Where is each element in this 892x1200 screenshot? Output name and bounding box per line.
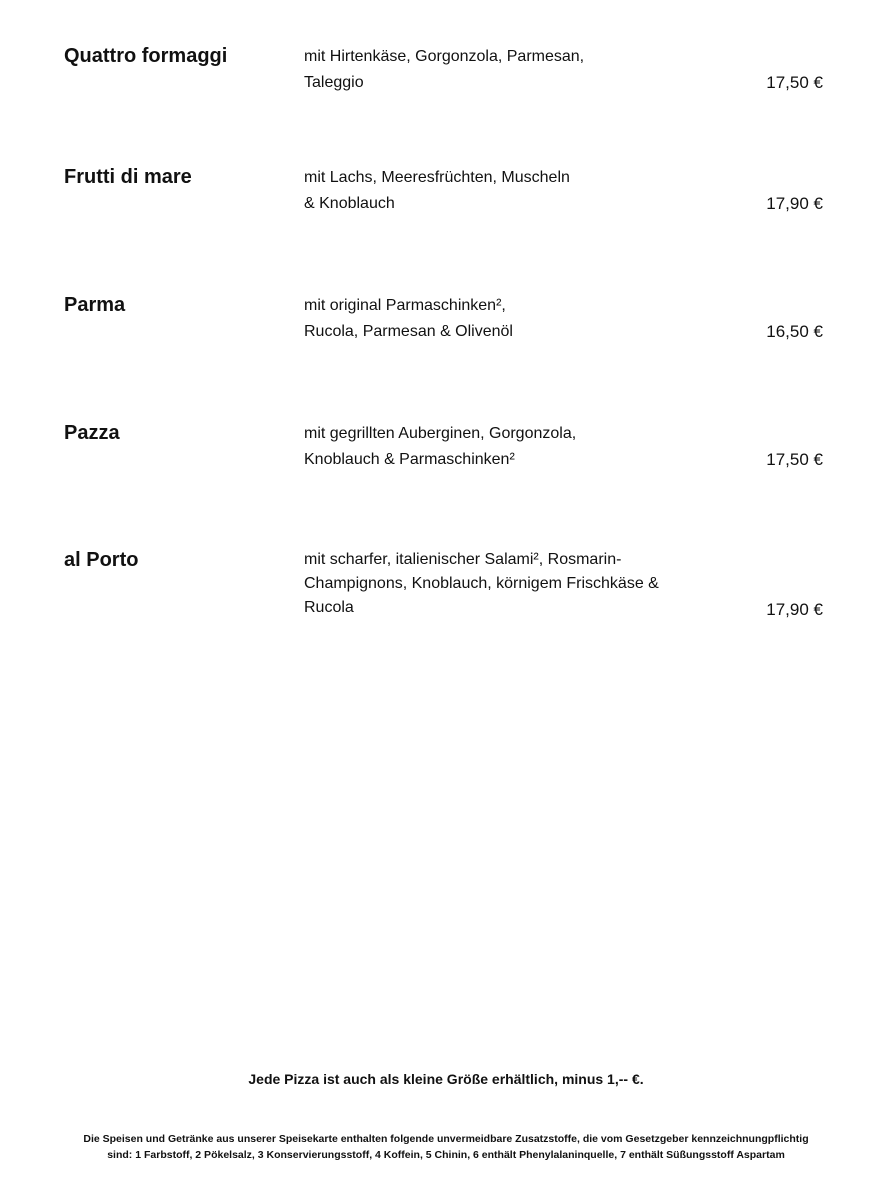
- description-line: Knoblauch & Parmaschinken²: [304, 451, 515, 468]
- item-price: 17,50 €: [766, 450, 823, 469]
- small-size-note: Jede Pizza ist auch als kleine Größe erhältlich, minus 1,-- €.: [248, 1071, 644, 1087]
- item-price: 17,50 €: [766, 73, 823, 92]
- item-description: [304, 548, 704, 620]
- allergen-line: sind: 1 Farbstoff, 2 Pökelsalz, 3 Konservierungsstoff, 4 Koffein, 5 Chinin, 6 enthält Phenylalaninquelle, 7 enthält Süßungsstoff Aspartam: [107, 1149, 785, 1161]
- description-line: Champignons, Knoblauch, körnigem Frischkäse &: [304, 575, 659, 592]
- item-price: 17,90 €: [766, 194, 823, 213]
- item-name: Quattro formaggi: [64, 45, 228, 67]
- allergen-line: Die Speisen und Getränke aus unserer Speisekarte enthalten folgende unvermeidbare Zusatzstoffe, die vom Gesetzgeber kennzeichnungpflichtig: [83, 1133, 809, 1145]
- item-name: Frutti di mare: [64, 166, 192, 188]
- item-name: Pazza: [64, 422, 120, 444]
- item-description: [304, 44, 704, 96]
- item-name: al Porto: [64, 549, 139, 571]
- description-line: Rucola: [304, 599, 354, 616]
- description-line: mit Lachs, Meeresfrüchten, Muscheln: [304, 169, 570, 186]
- description-line: mit Hirtenkäse, Gorgonzola, Parmesan,: [304, 48, 585, 65]
- description-line: Taleggio: [304, 74, 364, 91]
- description-line: Rucola, Parmesan & Olivenöl: [304, 323, 513, 340]
- description-line: mit original Parmaschinken²,: [304, 297, 506, 314]
- item-description: [304, 165, 704, 217]
- description-line: mit scharfer, italienischer Salami², Rosmarin-: [304, 551, 622, 568]
- item-price: 16,50 €: [766, 322, 823, 341]
- item-price: 17,90 €: [766, 600, 823, 619]
- item-description: [304, 421, 704, 473]
- item-description: [304, 293, 704, 345]
- description-line: & Knoblauch: [304, 195, 395, 212]
- item-name: Parma: [64, 294, 126, 316]
- allergen-disclaimer: [20, 1131, 872, 1163]
- description-line: mit gegrillten Auberginen, Gorgonzola,: [304, 425, 577, 442]
